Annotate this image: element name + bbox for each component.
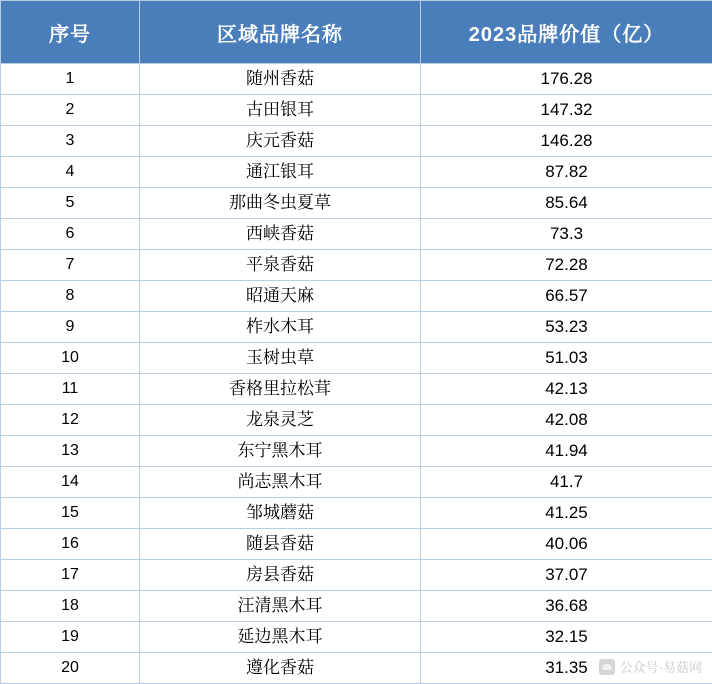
cell-brand-value: 42.13 — [421, 374, 712, 405]
cell-rank: 7 — [1, 250, 140, 281]
cell-brand-value: 41.25 — [421, 498, 712, 529]
table-row — [1, 343, 712, 374]
cell-rank: 16 — [1, 529, 140, 560]
cell-brand-name: 玉树虫草 — [140, 343, 421, 374]
cell-rank: 12 — [1, 405, 140, 436]
table-row — [1, 312, 712, 343]
table-row — [1, 622, 712, 653]
cell-rank: 20 — [1, 653, 140, 684]
cell-brand-name: 通江银耳 — [140, 157, 421, 188]
cell-brand-name: 尚志黑木耳 — [140, 467, 421, 498]
cell-brand-name: 昭通天麻 — [140, 281, 421, 312]
cell-rank: 4 — [1, 157, 140, 188]
cell-rank: 8 — [1, 281, 140, 312]
cell-brand-value: 72.28 — [421, 250, 712, 281]
cell-brand-name: 那曲冬虫夏草 — [140, 188, 421, 219]
cell-brand-value: 66.57 — [421, 281, 712, 312]
cell-brand-value: 31.35 — [421, 653, 712, 684]
table-row — [1, 219, 712, 250]
cell-brand-value: 53.23 — [421, 312, 712, 343]
cell-brand-name: 汪清黑木耳 — [140, 591, 421, 622]
table-body — [1, 64, 712, 684]
column-header-brand-name: 区域品牌名称 — [140, 1, 421, 64]
cell-brand-value: 146.28 — [421, 126, 712, 157]
cell-rank: 11 — [1, 374, 140, 405]
table-row — [1, 157, 712, 188]
cell-brand-value: 36.68 — [421, 591, 712, 622]
cell-brand-value: 32.15 — [421, 622, 712, 653]
table-header-row — [1, 1, 712, 64]
cell-brand-name: 邹城蘑菇 — [140, 498, 421, 529]
cell-rank: 1 — [1, 64, 140, 95]
cell-brand-value: 51.03 — [421, 343, 712, 374]
table-row — [1, 281, 712, 312]
cell-brand-name: 柞水木耳 — [140, 312, 421, 343]
cell-rank: 9 — [1, 312, 140, 343]
cell-brand-name: 延边黑木耳 — [140, 622, 421, 653]
cell-brand-name: 龙泉灵芝 — [140, 405, 421, 436]
cell-brand-name: 平泉香菇 — [140, 250, 421, 281]
table-row — [1, 498, 712, 529]
cell-brand-name: 古田银耳 — [140, 95, 421, 126]
table-row — [1, 126, 712, 157]
cell-brand-value: 41.94 — [421, 436, 712, 467]
table-row — [1, 436, 712, 467]
table-row — [1, 64, 712, 95]
table-row — [1, 467, 712, 498]
table-row — [1, 250, 712, 281]
column-header-rank: 序号 — [1, 1, 140, 64]
cell-brand-value: 147.32 — [421, 95, 712, 126]
cell-brand-value: 73.3 — [421, 219, 712, 250]
cell-brand-name: 房县香菇 — [140, 560, 421, 591]
cell-brand-value: 87.82 — [421, 157, 712, 188]
cell-rank: 14 — [1, 467, 140, 498]
table-row — [1, 560, 712, 591]
table-header — [1, 1, 712, 64]
table-row — [1, 591, 712, 622]
cell-rank: 18 — [1, 591, 140, 622]
cell-brand-name: 随州香菇 — [140, 64, 421, 95]
cell-brand-value: 41.7 — [421, 467, 712, 498]
table-row — [1, 374, 712, 405]
cell-brand-value: 37.07 — [421, 560, 712, 591]
cell-brand-name: 随县香菇 — [140, 529, 421, 560]
cell-brand-name: 遵化香菇 — [140, 653, 421, 684]
table-row — [1, 405, 712, 436]
cell-rank: 15 — [1, 498, 140, 529]
cell-brand-name: 东宁黑木耳 — [140, 436, 421, 467]
table-row — [1, 653, 712, 684]
cell-rank: 10 — [1, 343, 140, 374]
cell-rank: 2 — [1, 95, 140, 126]
table-row — [1, 529, 712, 560]
cell-rank: 19 — [1, 622, 140, 653]
column-header-brand-value: 2023品牌价值（亿） — [421, 1, 712, 64]
cell-brand-name: 香格里拉松茸 — [140, 374, 421, 405]
cell-rank: 5 — [1, 188, 140, 219]
cell-rank: 3 — [1, 126, 140, 157]
cell-brand-value: 42.08 — [421, 405, 712, 436]
table-row — [1, 188, 712, 219]
cell-brand-value: 176.28 — [421, 64, 712, 95]
cell-brand-name: 庆元香菇 — [140, 126, 421, 157]
cell-brand-name: 西峡香菇 — [140, 219, 421, 250]
watermark-text: 公众号·易菇网 — [620, 657, 702, 676]
cell-brand-value: 85.64 — [421, 188, 712, 219]
cell-rank: 6 — [1, 219, 140, 250]
cell-rank: 13 — [1, 436, 140, 467]
cell-brand-value: 40.06 — [421, 529, 712, 560]
table-row — [1, 95, 712, 126]
cell-rank: 17 — [1, 560, 140, 591]
